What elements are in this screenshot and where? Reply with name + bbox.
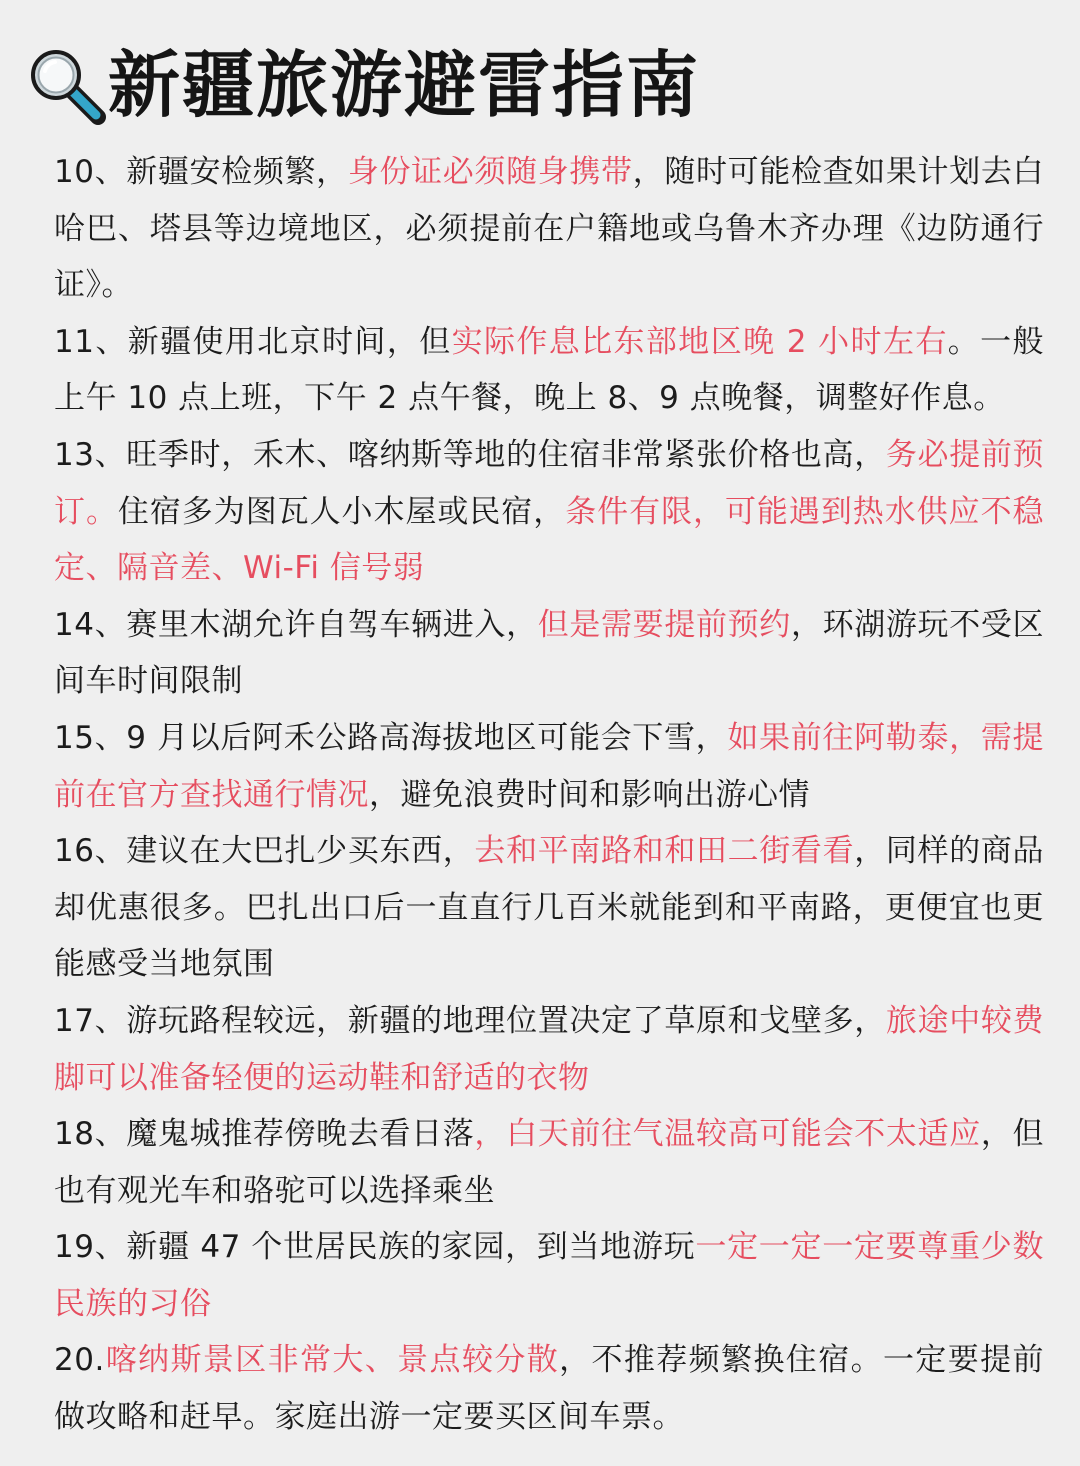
tip-text: ，同样的商品却优惠很多。巴扎出口后一直直行几百米就能到和平南路，更便宜也更能感受当地氛围 bbox=[54, 833, 1045, 983]
tip-highlight: 务必提前预订。 bbox=[54, 436, 1044, 530]
tip-highlight: 条件有限，可能遇到热水供应不稳定、隔音差、Wi-Fi 信号弱 bbox=[54, 493, 1045, 587]
tip-highlight: 实际作息比东部地区晚 2 小时左右 bbox=[451, 323, 948, 360]
tip-item bbox=[54, 427, 1044, 597]
tip-item bbox=[54, 1219, 1044, 1332]
tip-text: ，避免浪费时间和影响出游心情 bbox=[369, 776, 810, 813]
tip-text: 。一般上午 10 点上班，下午 2 点午餐，晚上 8、9 点晚餐，调整好作息。 bbox=[54, 323, 1044, 417]
tip-text: 11、新疆使用北京时间，但 bbox=[54, 323, 452, 360]
tip-text: ，随时可能检查如果计划去白哈巴、塔县等边境地区，必须提前在户籍地或乌鲁木齐办理《边防通行证》。 bbox=[54, 154, 1045, 304]
tip-item bbox=[54, 314, 1044, 427]
tip-item bbox=[54, 710, 1044, 823]
tip-text: 17、游玩路程较远，新疆的地理位置决定了草原和戈壁多， bbox=[54, 1002, 886, 1039]
tip-item bbox=[54, 823, 1044, 993]
tip-text: 15、9 月以后阿禾公路高海拔地区可能会下雪， bbox=[54, 719, 728, 756]
tip-highlight: 旅途中较费脚可以准备轻便的运动鞋和舒适的衣物 bbox=[54, 1002, 1044, 1096]
tip-text: 18、魔鬼城推荐傍晚去看日落 bbox=[54, 1116, 475, 1153]
tip-text: 20. bbox=[54, 1342, 105, 1379]
tip-item bbox=[54, 144, 1044, 314]
tip-text: 13、旺季时，禾木、喀纳斯等地的住宿非常紧张价格也高， bbox=[54, 436, 886, 473]
tip-highlight: ，白天前往气温较高可能会不太适应 bbox=[474, 1116, 981, 1153]
tip-text: 10、新疆安检频繁， bbox=[54, 154, 348, 190]
tip-item bbox=[54, 1106, 1044, 1219]
tip-text: ，不推荐频繁换住宿。一定要提前做攻略和赶早。家庭出游一定要买区间车票。 bbox=[54, 1342, 1045, 1436]
page-title: 新疆旅游避雷指南 bbox=[108, 43, 701, 127]
tip-text: 19、新疆 47 个世居民族的家园，到当地游玩 bbox=[54, 1229, 696, 1266]
tip-text: 14、赛里木湖允许自驾车辆进入， bbox=[54, 606, 538, 643]
tip-item bbox=[54, 1332, 1044, 1445]
tip-text: ，但也有观光车和骆驼可以选择乘坐 bbox=[54, 1116, 1045, 1209]
tip-text: ，环湖游玩不受区间车时间限制 bbox=[54, 606, 1044, 700]
tips-list bbox=[54, 144, 1044, 1446]
tip-highlight: 一定一定一定要尊重少数民族的习俗 bbox=[54, 1229, 1044, 1322]
tip-highlight: 去和平南路和和田二街看看 bbox=[474, 833, 855, 870]
tip-item bbox=[54, 993, 1044, 1106]
tip-highlight: 但是需要提前预约 bbox=[537, 606, 791, 643]
tip-highlight: 喀纳斯景区非常大、景点较分散 bbox=[104, 1342, 560, 1379]
magnifier-icon bbox=[26, 45, 106, 125]
tip-highlight: 如果前往阿勒泰，需提前在官方查找通行情况 bbox=[54, 719, 1044, 813]
title-row bbox=[26, 30, 700, 140]
tip-text: 住宿多为图瓦人小木屋或民宿， bbox=[117, 493, 566, 530]
tip-text: 16、建议在大巴扎少买东西， bbox=[54, 833, 475, 870]
tip-item bbox=[54, 597, 1044, 710]
tip-highlight: 身份证必须随身携带 bbox=[347, 154, 633, 190]
